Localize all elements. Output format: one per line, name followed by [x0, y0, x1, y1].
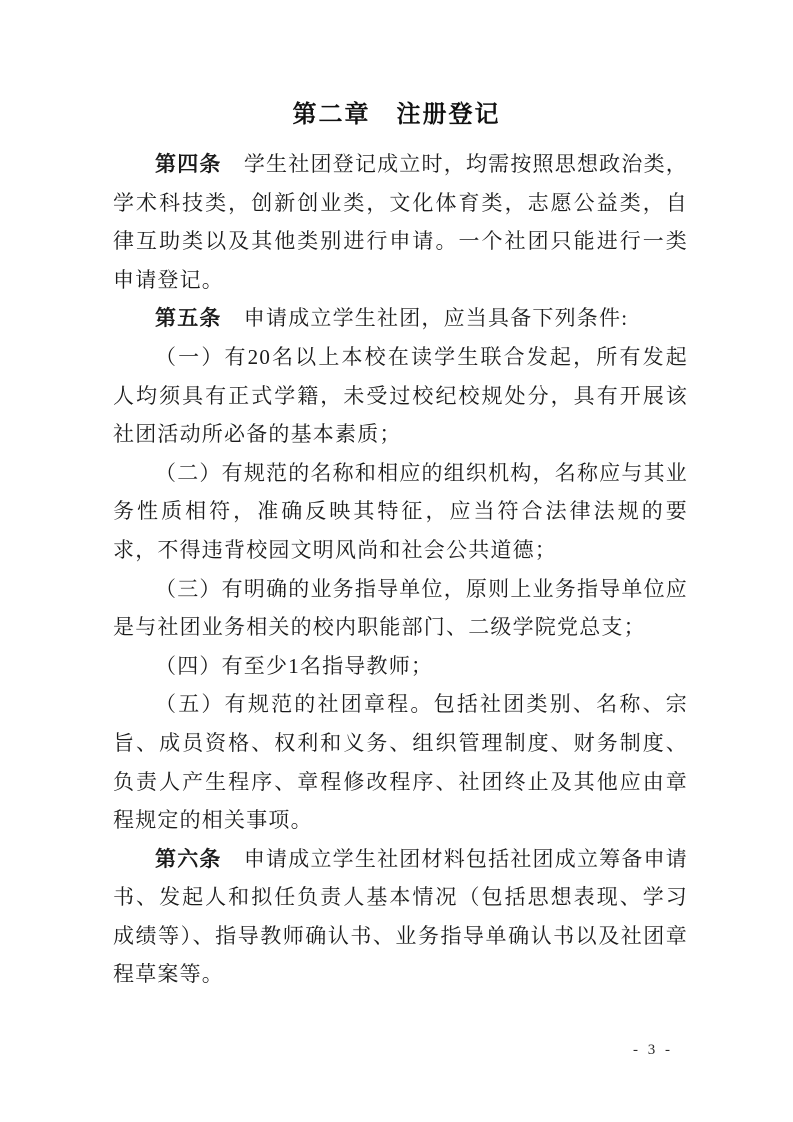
- paragraph-clause-3: （三）有明确的业务指导单位，原则上业务指导单位应是与社团业务相关的校内职能部门、二级学院党总支；: [113, 576, 688, 640]
- paragraph-clause-4: （四）有至少1名指导教师；: [155, 653, 434, 678]
- article-label: 第六条: [155, 846, 222, 871]
- page-number: - 3 -: [633, 1042, 673, 1058]
- paragraph-article-6: [113, 840, 688, 994]
- paragraph-clause-1: （一）有20名以上本校在读学生联合发起，所有发起人均须具有正式学籍，未受过校纪校规处分，具有开展该社团活动所必备的基本素质；: [113, 344, 688, 447]
- chapter-heading: 第二章 注册登记: [292, 101, 501, 128]
- article-text: 申请成立学生社团，应当具备下列条件:: [221, 306, 629, 331]
- paragraph-clause-2: （二）有规范的名称和相应的组织机构，名称应与其业务性质相符，准确反映其特征，应当符合法律法规的要求，不得违背校园文明风尚和社会公共道德；: [113, 460, 688, 562]
- article-text: 申请成立学生社团材料包括社团成立筹备申请书、发起人和拟任负责人基本情况（包括思想表现、学习成绩等）、指导教师确认书、业务指导单确认书以及社团章程草案等。: [113, 846, 688, 987]
- article-text: 学生社团登记成立时，均需按照思想政治类，学术科技类，创新创业类，文化体育类，志愿公益类，自律互助类以及其他类别进行申请。一个社团只能进行一类申请登记。: [113, 152, 688, 292]
- paragraph-article-5: [113, 299, 688, 338]
- paragraph-article-4: [113, 145, 688, 299]
- article-label: 第四条: [155, 152, 222, 176]
- paragraph-clause-5: （五）有规范的社团章程。包括社团类别、名称、宗旨、成员资格、权利和义务、组织管理制度、财务制度、负责人产生程序、章程修改程序、社团终止及其他应由章程规定的相关事项。: [113, 692, 688, 833]
- document-body: [113, 145, 688, 994]
- article-label: 第五条: [155, 306, 222, 331]
